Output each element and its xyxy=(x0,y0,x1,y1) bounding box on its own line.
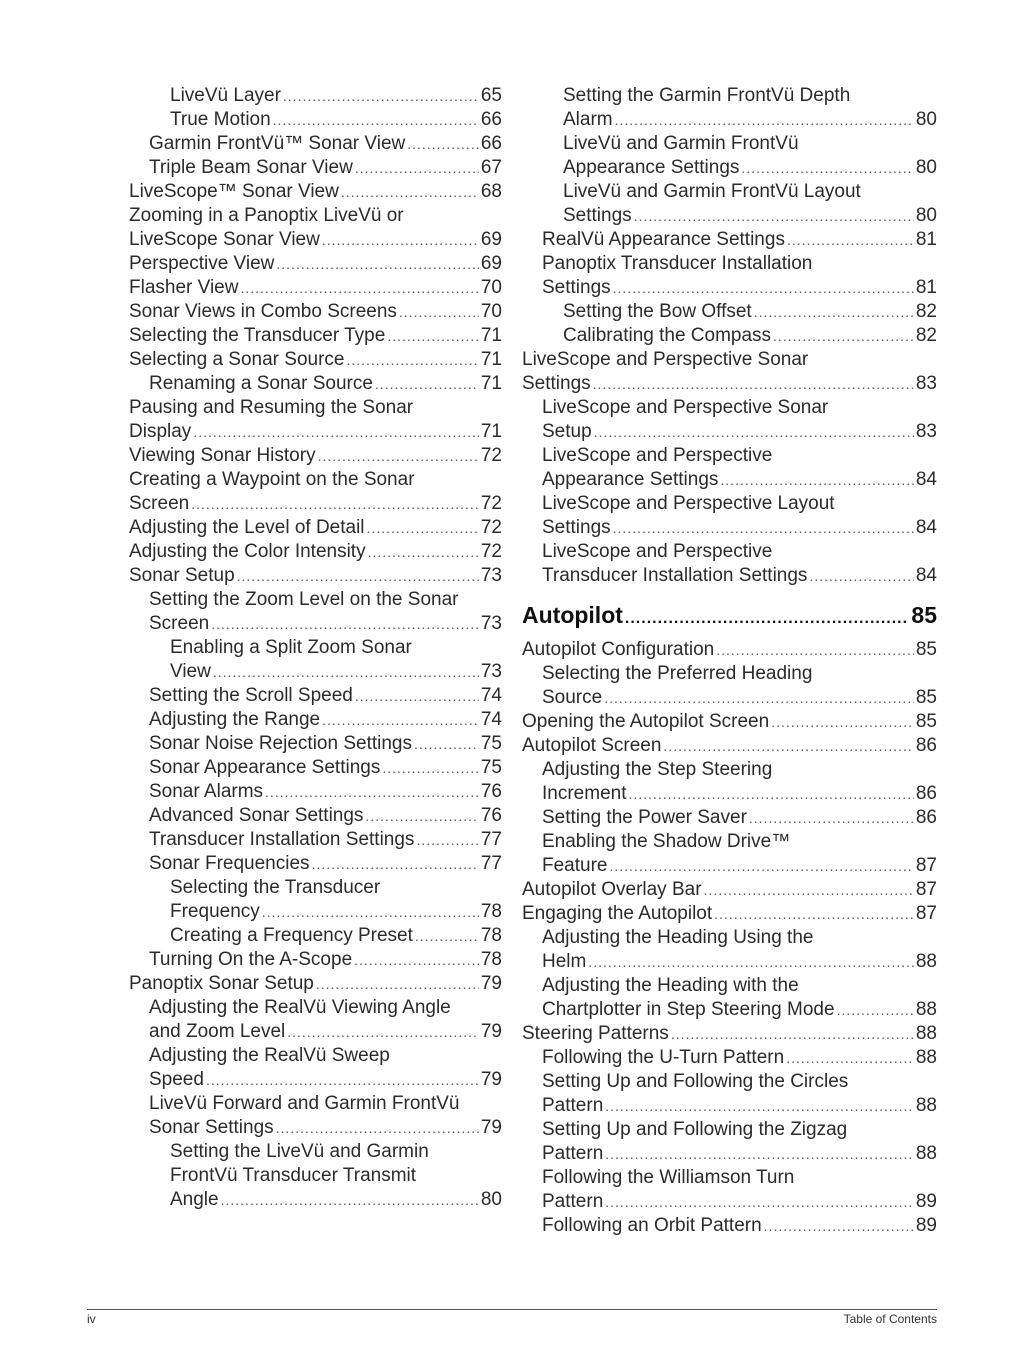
toc-page-number: 89 xyxy=(915,1215,937,1236)
toc-entry-title: True Motion xyxy=(170,109,271,130)
toc-dot-leader xyxy=(387,324,479,348)
toc-entry[interactable] xyxy=(129,564,502,588)
toc-entry-title: Creating a Frequency Preset xyxy=(170,925,413,946)
toc-page-number: 73 xyxy=(480,565,502,586)
toc-dot-leader xyxy=(276,252,478,276)
toc-page-number: 71 xyxy=(480,421,502,442)
toc-page-number: 73 xyxy=(480,613,502,634)
toc-entry[interactable] xyxy=(522,180,937,228)
toc-page-number: 83 xyxy=(915,421,937,442)
toc-page-number: 69 xyxy=(480,229,502,250)
toc-entry[interactable] xyxy=(522,84,937,132)
toc-dot-leader xyxy=(787,228,914,252)
toc-dot-leader xyxy=(720,468,913,492)
toc-page-number: 68 xyxy=(480,181,502,202)
toc-dot-leader xyxy=(191,492,479,516)
toc-entry-title: Pausing and Resuming the Sonar xyxy=(129,397,414,418)
toc-dot-leader xyxy=(588,950,914,974)
toc-entry[interactable] xyxy=(129,516,502,540)
toc-dot-leader xyxy=(786,1046,914,1070)
toc-entry-title: Creating a Waypoint on the Sonar xyxy=(129,469,415,490)
toc-dot-leader xyxy=(613,276,914,300)
toc-entry-title: FrontVü Transducer Transmit xyxy=(170,1165,417,1186)
toc-page-number: 66 xyxy=(480,109,502,130)
toc-page-number: 87 xyxy=(915,855,937,876)
toc-entry-title: Adjusting the Range xyxy=(149,709,321,730)
toc-entry[interactable] xyxy=(129,540,502,564)
toc-page-number: 78 xyxy=(480,949,502,970)
toc-entry[interactable] xyxy=(522,396,937,444)
toc-dot-leader xyxy=(837,998,914,1022)
toc-entry-title: Setting the Zoom Level on the Sonar xyxy=(149,589,459,610)
toc-dot-leader xyxy=(634,204,914,228)
toc-entry-title: Selecting a Sonar Source xyxy=(129,349,345,370)
toc-entry[interactable] xyxy=(129,996,502,1044)
toc-dot-leader xyxy=(262,900,479,924)
toc-page-number: 70 xyxy=(480,277,502,298)
toc-entry-title: Following an Orbit Pattern xyxy=(542,1215,762,1236)
toc-page-number: 85 xyxy=(911,602,937,628)
toc-entry-title: Frequency xyxy=(170,901,260,922)
toc-dot-leader xyxy=(663,734,913,758)
toc-dot-leader xyxy=(704,878,914,902)
toc-entry-title: Transducer Installation Settings xyxy=(542,565,808,586)
toc-dot-leader xyxy=(355,684,479,708)
toc-entry[interactable] xyxy=(129,300,502,324)
toc-entry[interactable] xyxy=(129,924,502,948)
toc-entry-title: Setting the LiveVü and Garmin xyxy=(170,1141,429,1162)
toc-entry-title: Setting Up and Following the Circles xyxy=(542,1071,849,1092)
toc-dot-leader xyxy=(628,782,913,806)
toc-dot-leader xyxy=(415,924,479,948)
toc-entry[interactable] xyxy=(129,876,502,924)
toc-page-number: 66 xyxy=(480,133,502,154)
toc-dot-leader xyxy=(714,902,914,926)
toc-entry-title: LiveScope and Perspective Sonar xyxy=(522,349,809,370)
toc-entry-title: Settings xyxy=(563,205,632,226)
toc-dot-leader xyxy=(354,948,479,972)
toc-entry[interactable] xyxy=(522,974,937,1022)
toc-dot-leader xyxy=(671,1022,914,1046)
toc-dot-leader xyxy=(809,564,913,588)
toc-entry-title: Helm xyxy=(542,951,587,972)
toc-entry[interactable] xyxy=(129,444,502,468)
toc-entry-title: Viewing Sonar History xyxy=(129,445,316,466)
toc-entry-title: Turning On the A-Scope xyxy=(149,949,353,970)
toc-entry-title: Autopilot xyxy=(522,602,623,628)
toc-entry-title: Sonar Noise Rejection Settings xyxy=(149,733,412,754)
toc-entry-title: Adjusting the Step Steering xyxy=(542,759,773,780)
footer-section-title: Table of Contents xyxy=(843,1312,937,1326)
toc-entry-title: Zooming in a Panoptix LiveVü or xyxy=(129,205,404,226)
toc-dot-leader xyxy=(764,1214,914,1238)
toc-page-number: 84 xyxy=(915,565,937,586)
toc-entry-title: Engaging the Autopilot xyxy=(522,903,713,924)
toc-page-number: 79 xyxy=(480,1117,502,1138)
toc-entry-title: Setup xyxy=(542,421,592,442)
toc-entry-title: Sonar Alarms xyxy=(149,781,264,802)
toc-dot-leader xyxy=(771,710,914,734)
toc-entry-title: Panoptix Transducer Installation xyxy=(542,253,813,274)
toc-entry[interactable] xyxy=(522,830,937,878)
toc-page-number: 88 xyxy=(915,1095,937,1116)
toc-entry-title: Autopilot Configuration xyxy=(522,639,715,660)
toc-page-number: 81 xyxy=(915,229,937,250)
toc-page-number: 86 xyxy=(915,807,937,828)
toc-page-number: 76 xyxy=(480,781,502,802)
toc-entry[interactable] xyxy=(522,734,937,758)
toc-entry-title: Renaming a Sonar Source xyxy=(149,373,373,394)
toc-entry-title: LiveVü Layer xyxy=(170,85,281,106)
toc-dot-leader xyxy=(318,444,479,468)
toc-entry[interactable] xyxy=(522,1166,937,1214)
toc-entry[interactable] xyxy=(129,804,502,828)
toc-dot-leader xyxy=(365,804,478,828)
toc-page-number: 72 xyxy=(480,493,502,514)
toc-page-number: 79 xyxy=(480,1069,502,1090)
toc-page-number: 79 xyxy=(480,973,502,994)
toc-page-number: 75 xyxy=(480,733,502,754)
toc-entry-title: Settings xyxy=(542,277,611,298)
toc-entry-title: Appearance Settings xyxy=(542,469,719,490)
toc-page-number: 72 xyxy=(480,445,502,466)
toc-dot-leader xyxy=(237,564,479,588)
toc-page-number: 89 xyxy=(915,1191,937,1212)
toc-entry[interactable] xyxy=(522,1118,937,1166)
toc-dot-leader xyxy=(609,854,913,878)
toc-entry-title: Triple Beam Sonar View xyxy=(149,157,353,178)
toc-entry[interactable] xyxy=(129,84,502,108)
toc-entry[interactable] xyxy=(522,1046,937,1070)
toc-entry-title: LiveScope and Perspective Layout xyxy=(542,493,835,514)
toc-entry-title: Alarm xyxy=(563,109,613,130)
toc-dot-leader xyxy=(367,516,479,540)
toc-entry-title: Perspective View xyxy=(129,253,275,274)
toc-entry-title: LiveScope™ Sonar View xyxy=(129,181,339,202)
toc-entry-title: Pattern xyxy=(542,1143,604,1164)
toc-page-number: 84 xyxy=(915,517,937,538)
toc-entry-title: Selecting the Transducer Type xyxy=(129,325,386,346)
toc-page-number: 84 xyxy=(915,469,937,490)
toc-entry[interactable] xyxy=(522,444,937,492)
toc-entry-title: LiveVü Forward and Garmin FrontVü xyxy=(149,1093,460,1114)
toc-dot-leader xyxy=(276,1116,479,1140)
toc-page-number: 79 xyxy=(480,1021,502,1042)
toc-entry-title: LiveScope and Perspective xyxy=(542,445,773,466)
toc-entry[interactable] xyxy=(129,324,502,348)
toc-entry[interactable] xyxy=(129,132,502,156)
toc-entry-title: Setting the Garmin FrontVü Depth xyxy=(563,85,851,106)
toc-dot-leader xyxy=(414,732,479,756)
toc-page-number: 82 xyxy=(915,301,937,322)
toc-page-number: 77 xyxy=(480,829,502,850)
toc-dot-leader xyxy=(240,276,478,300)
toc-page-number: 82 xyxy=(915,325,937,346)
toc-entry-title: Adjusting the RealVü Sweep xyxy=(149,1045,390,1066)
toc-entry[interactable] xyxy=(522,324,937,348)
toc-entry[interactable] xyxy=(129,636,502,684)
toc-entry-title: Pattern xyxy=(542,1191,604,1212)
toc-dot-leader xyxy=(754,300,914,324)
toc-entry-title: Steering Patterns xyxy=(522,1023,669,1044)
toc-dot-leader xyxy=(605,1094,914,1118)
toc-dot-leader xyxy=(613,516,914,540)
toc-dot-leader xyxy=(221,1188,479,1212)
toc-entry[interactable] xyxy=(522,1214,937,1238)
toc-page-number: 85 xyxy=(915,639,937,660)
toc-dot-leader xyxy=(193,420,479,444)
toc-dot-leader xyxy=(593,372,914,396)
toc-entry-title: Settings xyxy=(542,517,611,538)
toc-page-number: 78 xyxy=(480,925,502,946)
toc-entry[interactable] xyxy=(129,756,502,780)
toc-entry[interactable] xyxy=(522,806,937,830)
toc-entry[interactable] xyxy=(129,204,502,252)
toc-entry[interactable] xyxy=(129,252,502,276)
toc-page-number: 80 xyxy=(480,1189,502,1210)
toc-entry[interactable] xyxy=(522,132,937,180)
toc-page-number: 88 xyxy=(915,1047,937,1068)
toc-entry-title: Source xyxy=(542,687,603,708)
toc-entry-title: Panoptix Sonar Setup xyxy=(129,973,314,994)
toc-entry[interactable] xyxy=(129,1044,502,1092)
toc-entry-title: Sonar Settings xyxy=(149,1117,274,1138)
toc-page-number: 77 xyxy=(480,853,502,874)
toc-entry-title: Screen xyxy=(149,613,210,634)
toc-entry-title: RealVü Appearance Settings xyxy=(542,229,785,250)
toc-dot-leader xyxy=(265,780,479,804)
toc-entry[interactable] xyxy=(129,396,502,444)
toc-page-number: 80 xyxy=(915,157,937,178)
toc-page-number: 73 xyxy=(480,661,502,682)
toc-dot-leader xyxy=(749,806,914,830)
toc-entry-title: Setting the Scroll Speed xyxy=(149,685,353,706)
toc-entry[interactable] xyxy=(522,758,937,806)
toc-page-number: 71 xyxy=(480,325,502,346)
toc-right-column xyxy=(522,84,937,1238)
toc-dot-leader xyxy=(605,1142,914,1166)
toc-entry[interactable] xyxy=(129,972,502,996)
toc-entry[interactable] xyxy=(129,1140,502,1212)
toc-entry-title: Enabling the Shadow Drive™ xyxy=(542,831,791,852)
toc-entry-title: Opening the Autopilot Screen xyxy=(522,711,770,732)
toc-page-number: 71 xyxy=(480,373,502,394)
toc-entry-title: Enabling a Split Zoom Sonar xyxy=(170,637,412,658)
toc-dot-leader xyxy=(283,84,479,108)
toc-dot-leader xyxy=(605,1190,914,1214)
toc-page-number: 74 xyxy=(480,685,502,706)
toc-dot-leader xyxy=(346,348,478,372)
toc-dot-leader xyxy=(211,612,479,636)
toc-entry-title: Appearance Settings xyxy=(563,157,740,178)
toc-entry[interactable] xyxy=(522,252,937,300)
toc-entry[interactable] xyxy=(522,710,937,734)
toc-page-number: 88 xyxy=(915,1023,937,1044)
toc-entry-title: Sonar Views in Combo Screens xyxy=(129,301,397,322)
toc-entry-title: Sonar Appearance Settings xyxy=(149,757,381,778)
toc-entry-title: Adjusting the Color Intensity xyxy=(129,541,366,562)
toc-page-number: 81 xyxy=(915,277,937,298)
toc-dot-leader xyxy=(273,108,479,132)
toc-entry-title: Adjusting the Heading with the xyxy=(542,975,799,996)
toc-entry[interactable] xyxy=(129,276,502,300)
toc-entry[interactable] xyxy=(522,1022,937,1046)
toc-entry-title: Feature xyxy=(542,855,608,876)
toc-entry-title: Setting Up and Following the Zigzag xyxy=(542,1119,848,1140)
toc-dot-leader xyxy=(375,372,479,396)
toc-entry[interactable] xyxy=(522,662,937,710)
toc-dot-leader xyxy=(382,756,479,780)
toc-entry-title: Following the U-Turn Pattern xyxy=(542,1047,785,1068)
toc-page-number: 85 xyxy=(915,711,937,732)
toc-entry[interactable] xyxy=(129,708,502,732)
toc-entry-title: Display xyxy=(129,421,192,442)
toc-entry[interactable] xyxy=(129,348,502,372)
toc-entry-title: Calibrating the Compass xyxy=(563,325,772,346)
toc-entry-title: Selecting the Preferred Heading xyxy=(542,663,813,684)
toc-page-number: 74 xyxy=(480,709,502,730)
toc-entry-title: Adjusting the Heading Using the xyxy=(542,927,814,948)
toc-page-number: 87 xyxy=(915,879,937,900)
toc-dot-leader xyxy=(213,660,479,684)
toc-entry-title: Following the Williamson Turn xyxy=(542,1167,795,1188)
toc-page-number: 72 xyxy=(480,517,502,538)
toc-dot-leader xyxy=(594,420,914,444)
toc-page-number: 88 xyxy=(915,951,937,972)
toc-page-number: 71 xyxy=(480,349,502,370)
toc-entry[interactable] xyxy=(129,372,502,396)
toc-entry[interactable] xyxy=(522,878,937,902)
toc-page-number: 72 xyxy=(480,541,502,562)
toc-entry-title: Speed xyxy=(149,1069,204,1090)
toc-entry[interactable] xyxy=(129,588,502,636)
toc-entry-title: Screen xyxy=(129,493,190,514)
toc-entry-title: Setting the Bow Offset xyxy=(563,301,752,322)
toc-entry[interactable] xyxy=(129,948,502,972)
toc-page-number: 86 xyxy=(915,735,937,756)
toc-dot-leader xyxy=(368,540,479,564)
toc-entry-title: Autopilot Overlay Bar xyxy=(522,879,702,900)
toc-entry[interactable] xyxy=(129,828,502,852)
footer-divider xyxy=(87,1309,937,1310)
toc-entry[interactable] xyxy=(129,780,502,804)
toc-page-number: 88 xyxy=(915,1143,937,1164)
toc-dot-leader xyxy=(287,1020,479,1044)
toc-entry[interactable] xyxy=(522,638,937,662)
toc-page-number: 85 xyxy=(915,687,937,708)
toc-dot-leader xyxy=(341,180,479,204)
toc-entry[interactable] xyxy=(522,926,937,974)
toc-entry-title: Settings xyxy=(522,373,591,394)
toc-dot-leader xyxy=(355,156,479,180)
toc-dot-leader xyxy=(316,972,479,996)
toc-page-number: 76 xyxy=(480,805,502,826)
toc-dot-leader xyxy=(773,324,914,348)
toc-dot-leader xyxy=(322,708,479,732)
toc-entry-title: Adjusting the Level of Detail xyxy=(129,517,365,538)
toc-entry-title: LiveVü and Garmin FrontVü xyxy=(563,133,799,154)
toc-entry[interactable] xyxy=(522,902,937,926)
toc-page-number: 83 xyxy=(915,373,937,394)
toc-entry-title: Setting the Power Saver xyxy=(542,807,747,828)
toc-dot-leader xyxy=(625,604,910,634)
toc-page-number: 86 xyxy=(915,783,937,804)
toc-entry[interactable] xyxy=(522,300,937,324)
toc-entry-title: Advanced Sonar Settings xyxy=(149,805,364,826)
toc-entry-title: Adjusting the RealVü Viewing Angle xyxy=(149,997,451,1018)
toc-entry-title: LiveScope and Perspective xyxy=(542,541,773,562)
toc-page-number: 67 xyxy=(480,157,502,178)
toc-entry-title: Sonar Setup xyxy=(129,565,235,586)
toc-dot-leader xyxy=(322,228,479,252)
toc-entry-title: and Zoom Level xyxy=(149,1021,286,1042)
toc-entry[interactable] xyxy=(522,1070,937,1118)
toc-entry-title: Angle xyxy=(170,1189,219,1210)
toc-dot-leader xyxy=(399,300,479,324)
toc-section-heading[interactable] xyxy=(522,600,937,634)
toc-page-number: 88 xyxy=(915,999,937,1020)
toc-entry-title: Autopilot Screen xyxy=(522,735,662,756)
toc-entry[interactable] xyxy=(129,732,502,756)
toc-dot-leader xyxy=(716,638,914,662)
toc-dot-leader xyxy=(604,686,914,710)
toc-entry-title: Increment xyxy=(542,783,627,804)
toc-page-number: 87 xyxy=(915,903,937,924)
toc-page-number: 78 xyxy=(480,901,502,922)
toc-page-number: 80 xyxy=(915,109,937,130)
toc-entry[interactable] xyxy=(129,156,502,180)
toc-dot-leader xyxy=(312,852,479,876)
toc-entry-title: Flasher View xyxy=(129,277,239,298)
toc-entry[interactable] xyxy=(129,108,502,132)
toc-entry[interactable] xyxy=(129,852,502,876)
toc-page-number: 80 xyxy=(915,205,937,226)
toc-entry[interactable] xyxy=(522,540,937,588)
toc-entry-title: View xyxy=(170,661,211,682)
toc-page-number: 70 xyxy=(480,301,502,322)
toc-entry-title: LiveVü and Garmin FrontVü Layout xyxy=(563,181,861,202)
toc-dot-leader xyxy=(407,132,479,156)
toc-entry-title: Transducer Installation Settings xyxy=(149,829,415,850)
toc-entry[interactable] xyxy=(522,348,937,396)
toc-entry-title: Pattern xyxy=(542,1095,604,1116)
toc-page-number: 75 xyxy=(480,757,502,778)
toc-page-number: 69 xyxy=(480,253,502,274)
toc-entry-title: LiveScope and Perspective Sonar xyxy=(542,397,829,418)
toc-dot-leader xyxy=(741,156,913,180)
toc-left-column xyxy=(129,84,502,1212)
toc-entry-title: Selecting the Transducer xyxy=(170,877,381,898)
toc-entry-title: Sonar Frequencies xyxy=(149,853,310,874)
toc-entry[interactable] xyxy=(129,684,502,708)
toc-entry[interactable] xyxy=(129,180,502,204)
toc-entry[interactable] xyxy=(129,1092,502,1140)
toc-dot-leader xyxy=(206,1068,479,1092)
toc-entry[interactable] xyxy=(522,228,937,252)
footer-page-number: iv xyxy=(87,1312,96,1326)
toc-entry[interactable] xyxy=(522,492,937,540)
toc-entry-title: LiveScope Sonar View xyxy=(129,229,320,250)
toc-page-number: 65 xyxy=(480,85,502,106)
toc-dot-leader xyxy=(615,108,914,132)
toc-entry[interactable] xyxy=(129,468,502,516)
toc-dot-leader xyxy=(416,828,478,852)
toc-entry-title: Chartplotter in Step Steering Mode xyxy=(542,999,835,1020)
toc-entry-title: Garmin FrontVü™ Sonar View xyxy=(149,133,406,154)
